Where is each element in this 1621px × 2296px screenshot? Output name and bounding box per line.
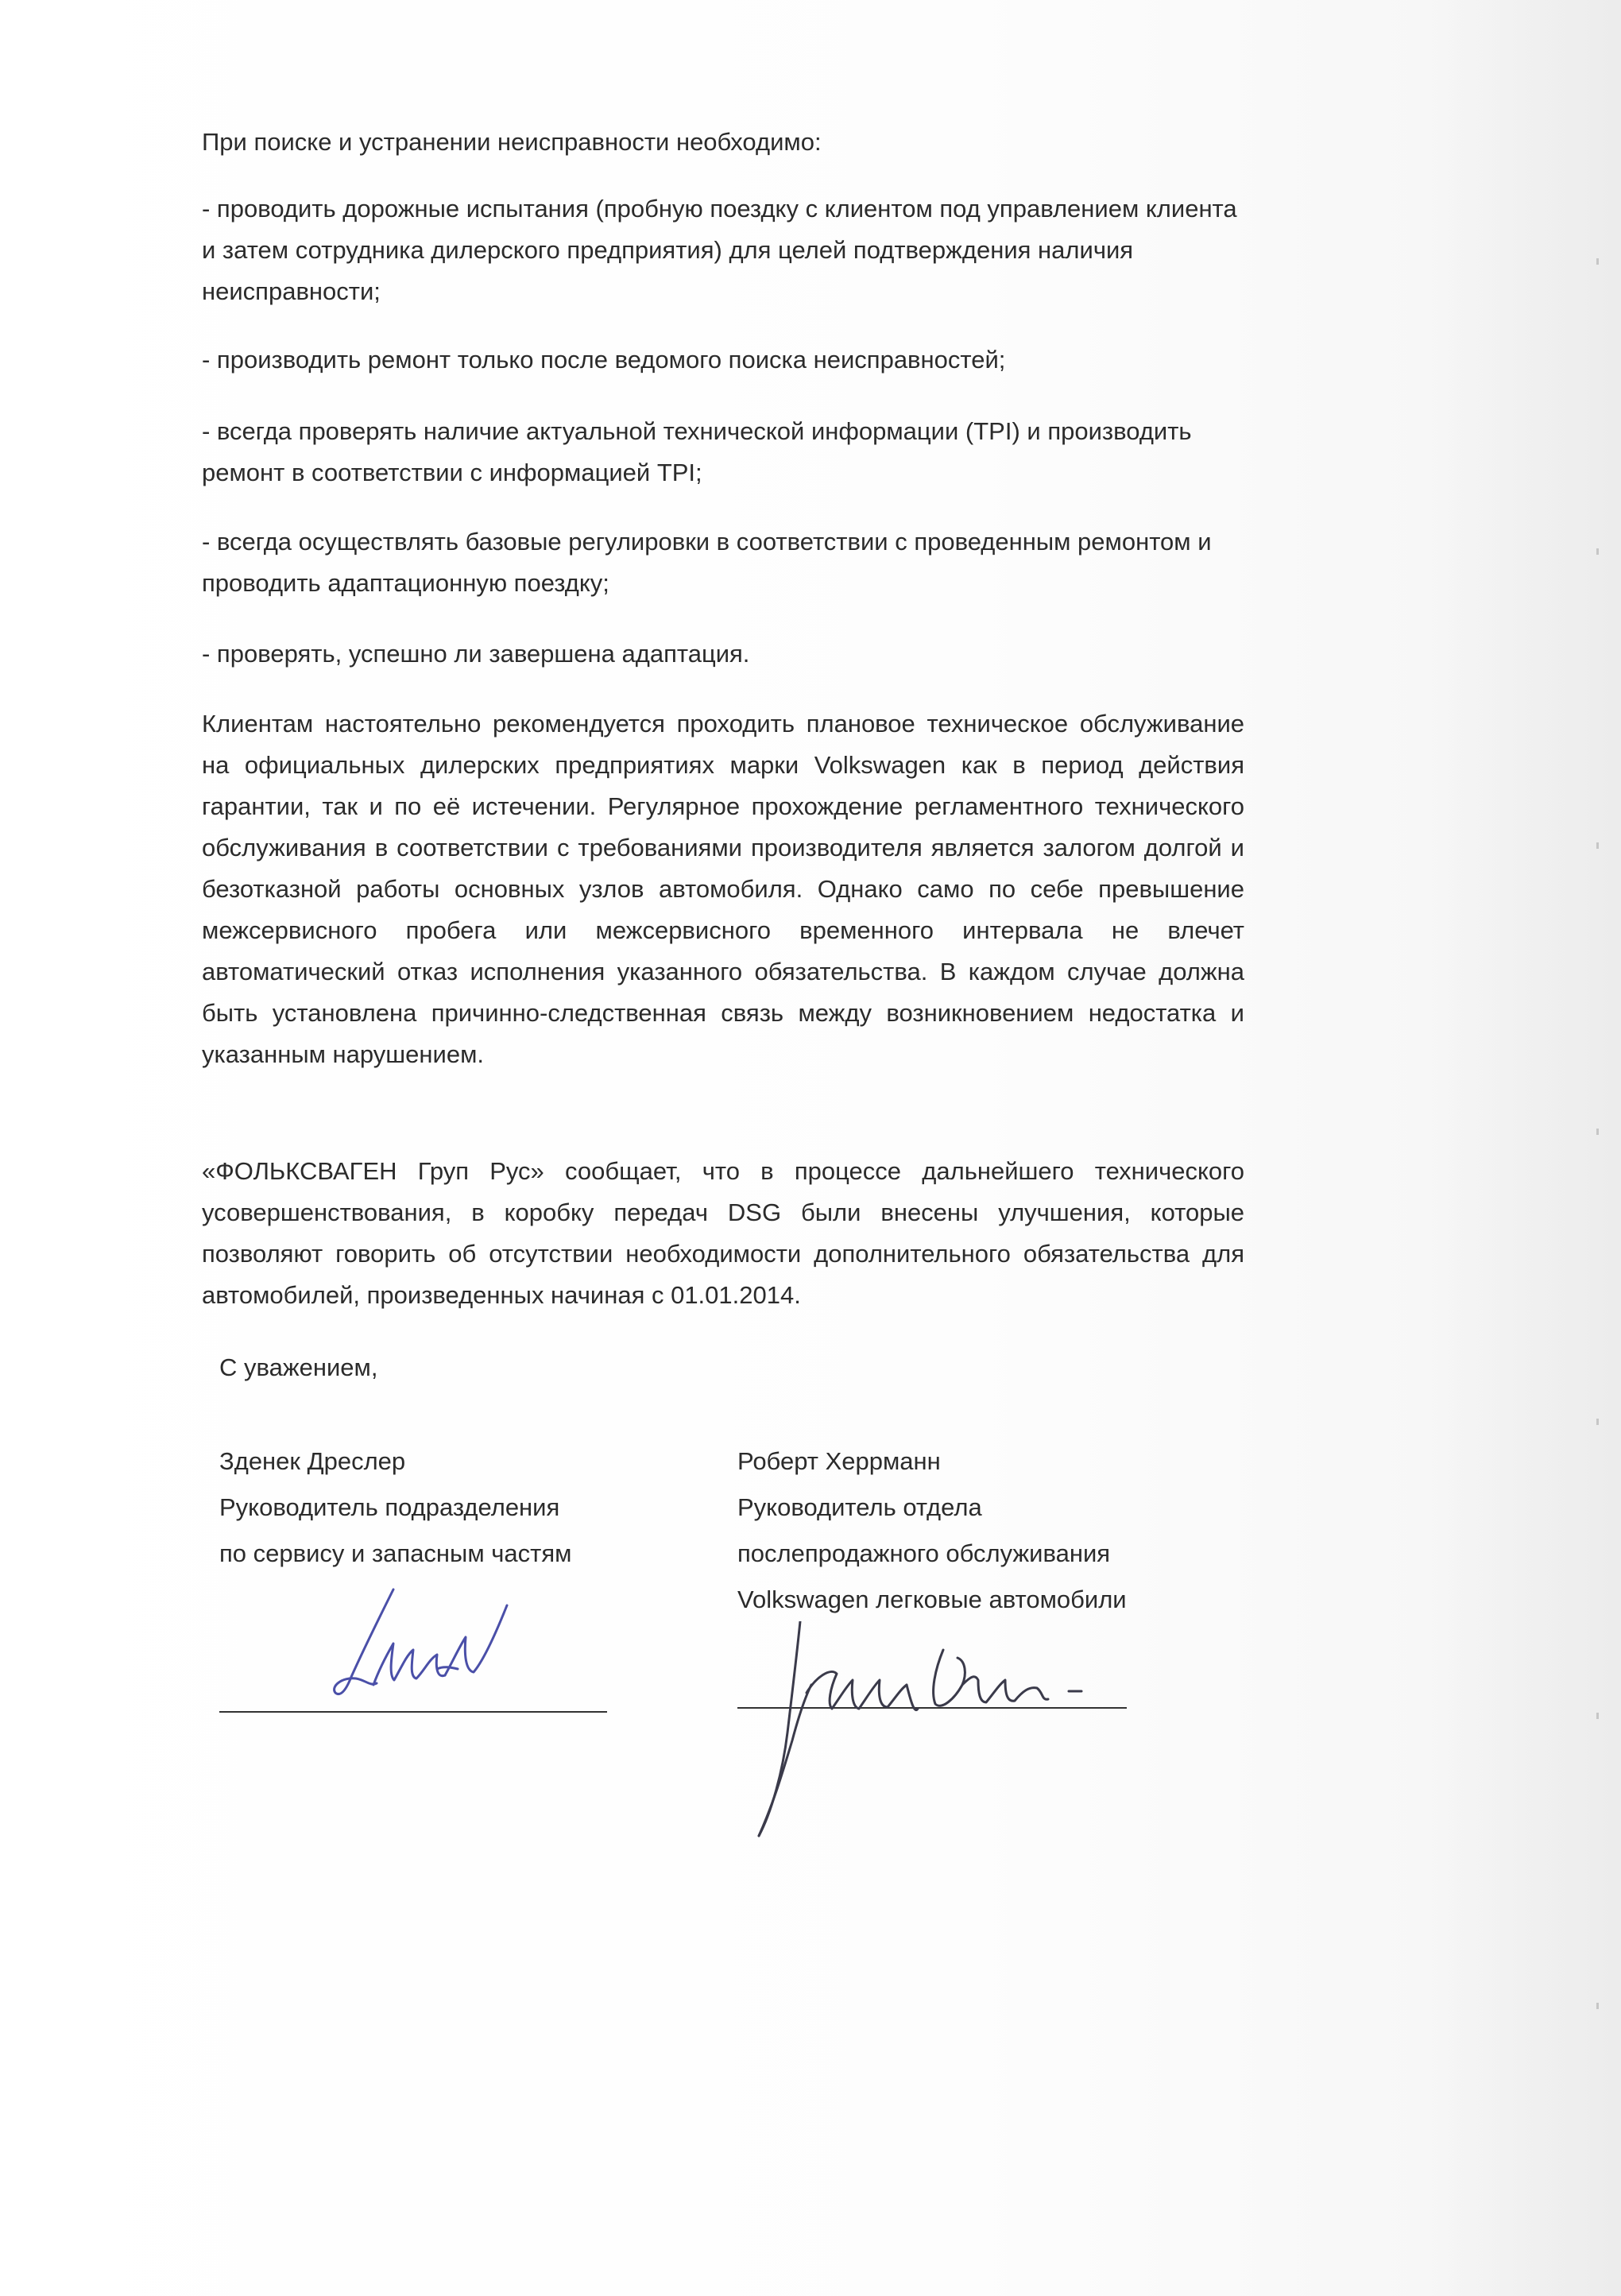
scan-edge-mark bbox=[1596, 2003, 1599, 2009]
scan-edge-mark bbox=[1596, 842, 1599, 849]
list-item: - проводить дорожные испытания (пробную поездку с клиентом под управлением клиента и затем сотрудника дилерского предприятия) для целей подтверждения наличия неисправности; bbox=[202, 195, 1237, 305]
scan-edge-mark bbox=[1596, 1129, 1599, 1135]
list-item: - всегда проверять наличие актуальной технической информации (TPI) и производить ремонт в соответствии с информацией TPI; bbox=[202, 417, 1192, 486]
intro-line: При поиске и устранении неисправности необходимо: bbox=[202, 128, 822, 156]
list-item: - проверять, успешно ли завершена адаптация. bbox=[202, 640, 750, 668]
handwritten-signature-left bbox=[318, 1582, 524, 1717]
scan-edge-mark bbox=[1596, 1419, 1599, 1425]
handwritten-signature-right bbox=[727, 1621, 1140, 1844]
signatory-name: Зденек Дреслер bbox=[219, 1447, 406, 1475]
dsg-paragraph: «ФОЛЬКСВАГЕН Груп Рус» сообщает, что в процессе дальнейшего технического усовершенствования, в коробку передач DSG были внесены улучшения, которые позволяют говорить об отсутствии необходимости дополнительного обязательства для автомобилей, произведенных начиная с 01.01.2014. bbox=[202, 1157, 1244, 1309]
closing-salutation: С уважением, bbox=[219, 1353, 378, 1381]
signatory-left bbox=[219, 1438, 571, 1577]
signatory-title: по сервису и запасным частям bbox=[219, 1539, 572, 1567]
list-item: - производить ремонт только после ведомого поиска неисправностей; bbox=[202, 346, 1006, 374]
scan-edge-mark bbox=[1596, 258, 1599, 265]
signatory-right bbox=[737, 1438, 1127, 1623]
list-item: - всегда осуществлять базовые регулировки в соответствии с проведенным ремонтом и проводить адаптационную поездку; bbox=[202, 528, 1212, 597]
scan-edge-mark bbox=[1596, 548, 1599, 555]
signatory-title: Руководитель отдела bbox=[737, 1493, 982, 1521]
signatory-title: Руководитель подразделения bbox=[219, 1493, 560, 1521]
scan-edge-mark bbox=[1596, 1713, 1599, 1719]
signatory-name: Роберт Херрманн bbox=[737, 1447, 941, 1475]
maintenance-paragraph: Клиентам настоятельно рекомендуется проходить плановое техническое обслуживание на официальных дилерских предприятиях марки Volkswagen как в период действия гарантии, так и по её истечении. Регулярное прохождение регламентного технического обслуживания в соответствии с требованиями производителя является залогом долгой и безотказной работы основных узлов автомобиля. Однако само по себе превышение межсервисного пробега или межсервисного временного интервала не влечет автоматический отказ исполнения указанного обязательства. В каждом случае должна быть установлена причинно-следственная связь между возникновением недостатка и указанным нарушением. bbox=[202, 710, 1244, 1068]
signatory-title: Volkswagen легковые автомобили bbox=[737, 1586, 1127, 1613]
signatory-title: послепродажного обслуживания bbox=[737, 1539, 1111, 1567]
